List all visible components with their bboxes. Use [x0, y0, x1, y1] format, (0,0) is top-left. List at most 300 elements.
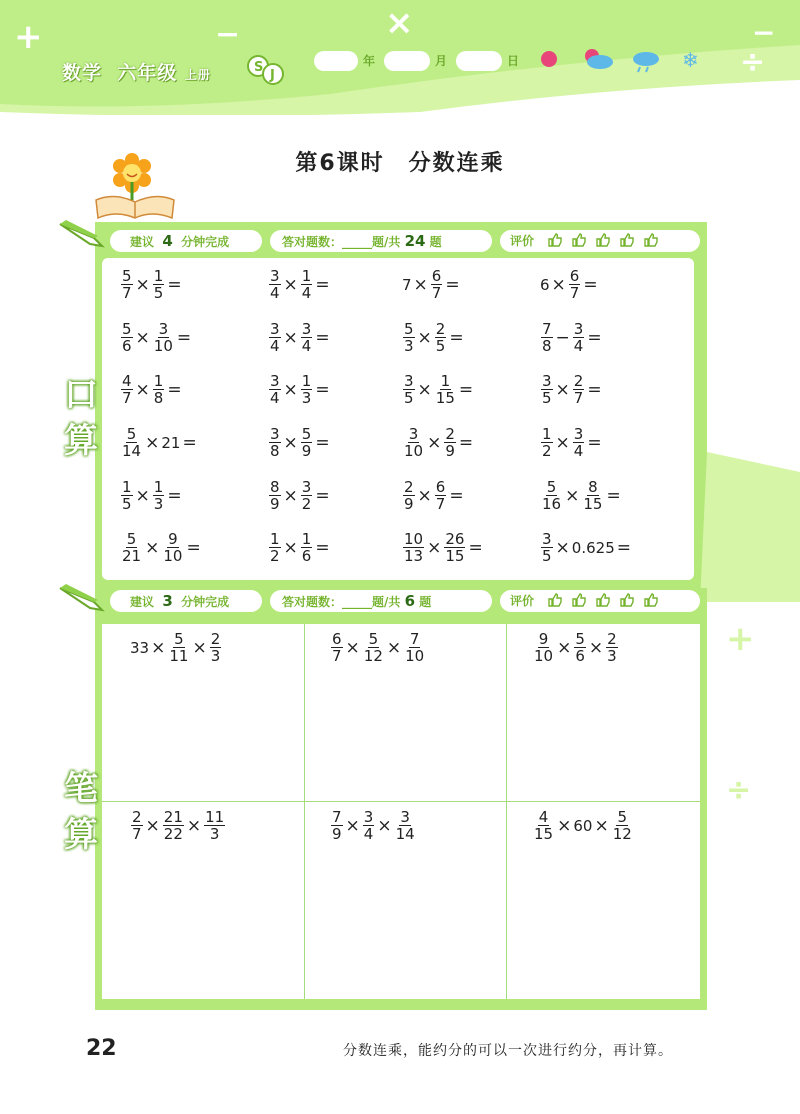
- operator: =: [167, 485, 182, 506]
- denominator: 4: [301, 337, 312, 355]
- operator: ×: [283, 327, 298, 348]
- integer: 33: [130, 638, 150, 657]
- numerator: 6: [431, 267, 442, 285]
- denominator: 4: [573, 442, 584, 460]
- footer-tip: 分数连乘，能约分的可以一次进行约分，再计算。: [343, 1043, 673, 1059]
- oral-answer-pill: 答对题数：_____题/共 24 题: [270, 230, 492, 252]
- operator: =: [468, 537, 483, 558]
- operator: ×: [417, 485, 432, 506]
- denominator: 9: [301, 442, 312, 460]
- fraction: [403, 531, 424, 564]
- operator: =: [458, 379, 474, 400]
- operator: =: [315, 379, 330, 400]
- numerator: 4: [122, 372, 132, 390]
- operator: =: [176, 327, 192, 348]
- numerator: 11: [205, 808, 225, 826]
- fraction: [269, 373, 281, 406]
- fraction: [301, 268, 313, 301]
- denominator: 8: [542, 337, 552, 355]
- thumb-icon[interactable]: [596, 592, 610, 606]
- denominator: 3: [210, 647, 221, 665]
- numerator: 5: [575, 630, 585, 648]
- numerator: 2: [404, 478, 414, 496]
- fraction: [301, 426, 313, 459]
- written-answer-total: 6: [404, 592, 416, 610]
- written-side-label: [57, 766, 105, 858]
- operator: =: [445, 274, 460, 295]
- operator: ×: [417, 327, 432, 348]
- denominator: 2: [301, 495, 312, 513]
- math-symbols-decor: [720, 620, 760, 810]
- numerator: 7: [332, 808, 342, 826]
- operator: =: [315, 432, 330, 453]
- operator: ×: [283, 274, 298, 295]
- math-expression: [540, 426, 604, 459]
- fraction: [153, 268, 165, 301]
- denominator: 5: [542, 389, 552, 407]
- operator: ×: [557, 637, 572, 658]
- operator: ×: [145, 815, 160, 836]
- fraction: [121, 531, 142, 564]
- numerator: 3: [270, 267, 280, 285]
- svg-text:×: ×: [385, 3, 414, 43]
- oral-answer-total: 24: [404, 232, 426, 250]
- fraction: [435, 479, 447, 512]
- denominator: 10: [163, 547, 183, 565]
- operator: ×: [594, 815, 609, 836]
- svg-text:−: −: [215, 17, 241, 52]
- denominator: 4: [363, 825, 374, 843]
- operator: =: [315, 327, 330, 348]
- denominator: 3: [404, 337, 414, 355]
- fraction: [606, 631, 618, 664]
- thumb-icon[interactable]: [572, 232, 586, 246]
- operator: =: [587, 327, 602, 348]
- fraction: [403, 479, 415, 512]
- pencil-icon: [58, 218, 106, 248]
- fraction: [573, 426, 585, 459]
- fraction: [204, 809, 225, 842]
- operator: =: [587, 379, 602, 400]
- numerator: 1: [301, 530, 312, 548]
- denominator: 5: [542, 547, 552, 565]
- thumb-icon[interactable]: [548, 592, 562, 606]
- written-rating-pill: 评价: [500, 590, 700, 612]
- math-expression: [330, 809, 417, 842]
- numerator: 3: [573, 425, 584, 443]
- operator: =: [315, 485, 330, 506]
- operator: =: [315, 274, 330, 295]
- thumb-icon[interactable]: [596, 232, 610, 246]
- numerator: 3: [270, 320, 280, 338]
- numerator: 3: [158, 320, 169, 338]
- numerator: 26: [445, 530, 465, 548]
- math-expression: [402, 268, 462, 301]
- fraction: [301, 531, 313, 564]
- svg-text:−: −: [752, 16, 776, 49]
- day-label: 日: [507, 54, 520, 68]
- denominator: 9: [270, 495, 280, 513]
- side-char: 笔: [64, 769, 98, 809]
- operator: ×: [413, 274, 428, 295]
- partly-cloudy-icon: [585, 49, 613, 69]
- numerator: 5: [174, 630, 184, 648]
- fraction: [121, 268, 133, 301]
- numerator: 3: [404, 372, 414, 390]
- written-info-bar: [110, 590, 700, 612]
- thumb-icon[interactable]: [548, 232, 562, 246]
- fraction: [541, 321, 553, 354]
- fraction: [331, 631, 343, 664]
- operator: ×: [551, 274, 566, 295]
- numerator: 1: [153, 267, 164, 285]
- math-expression: [120, 426, 199, 459]
- operator: =: [315, 537, 330, 558]
- operator: =: [458, 432, 474, 453]
- denominator: 15: [435, 389, 455, 407]
- denominator: 4: [270, 389, 280, 407]
- denominator: 14: [122, 442, 142, 460]
- operator: ×: [345, 637, 360, 658]
- numerator: 7: [409, 630, 420, 648]
- numerator: 2: [445, 425, 455, 443]
- side-char: 算: [64, 421, 98, 461]
- numerator: 5: [368, 630, 379, 648]
- fraction: [573, 321, 585, 354]
- denominator: 9: [445, 442, 455, 460]
- denominator: 12: [363, 647, 383, 665]
- day-field[interactable]: [456, 51, 502, 71]
- denominator: 21: [122, 547, 142, 565]
- fraction: [435, 321, 447, 354]
- integer: 6: [540, 275, 550, 294]
- written-answer-blank[interactable]: _____: [342, 595, 373, 609]
- denominator: 11: [169, 647, 189, 665]
- numerator: 5: [617, 808, 627, 826]
- year-field[interactable]: [314, 51, 358, 71]
- denominator: 7: [573, 389, 584, 407]
- operator: =: [182, 432, 197, 453]
- fraction: [435, 373, 456, 406]
- denominator: 7: [122, 389, 132, 407]
- fraction: [582, 479, 603, 512]
- fraction: [573, 373, 585, 406]
- denominator: 3: [153, 495, 164, 513]
- written-suggest-minutes: 3: [162, 592, 173, 610]
- fraction: [403, 373, 415, 406]
- denominator: 4: [301, 284, 312, 302]
- fraction: [541, 426, 553, 459]
- math-expression: [120, 531, 203, 564]
- numerator: 5: [126, 530, 137, 548]
- math-expression: [120, 268, 184, 301]
- numerator: 3: [408, 425, 419, 443]
- numerator: 5: [404, 320, 414, 338]
- oral-suggest-minutes: 4: [162, 232, 173, 250]
- fraction: [331, 809, 343, 842]
- fraction: [269, 321, 281, 354]
- operator: ×: [427, 432, 442, 453]
- numerator: 9: [538, 630, 549, 648]
- numerator: 21: [163, 808, 183, 826]
- fraction: [163, 809, 184, 842]
- operator: ×: [345, 815, 360, 836]
- operator: ×: [145, 537, 160, 558]
- operator: ×: [588, 637, 604, 658]
- numerator: 6: [332, 630, 342, 648]
- fraction: [533, 809, 554, 842]
- thumb-icon[interactable]: [572, 592, 586, 606]
- denominator: 10: [404, 442, 424, 460]
- numerator: 10: [404, 530, 424, 548]
- svg-text:+: +: [726, 620, 755, 659]
- fraction: [404, 631, 425, 664]
- fraction: [403, 426, 424, 459]
- fraction: [121, 479, 133, 512]
- fraction: [569, 268, 581, 301]
- numerator: 3: [542, 372, 552, 390]
- pencil-icon: [58, 582, 106, 612]
- fraction: [301, 479, 313, 512]
- integer: 0.625: [571, 538, 615, 557]
- math-expression: [540, 373, 604, 406]
- numerator: 3: [301, 478, 312, 496]
- fraction: [612, 809, 633, 842]
- numerator: 7: [542, 320, 552, 338]
- fraction: [444, 531, 465, 564]
- subject-label: 数学: [62, 62, 103, 84]
- denominator: 2: [270, 547, 280, 565]
- numerator: 1: [153, 372, 164, 390]
- math-expression: [120, 321, 193, 354]
- row-divider: [102, 801, 700, 802]
- math-expression: [268, 479, 332, 512]
- numerator: 3: [270, 372, 280, 390]
- math-expression: [540, 268, 600, 301]
- oral-side-label: [57, 372, 105, 464]
- svg-text:÷: ÷: [726, 773, 752, 808]
- numerator: 2: [210, 630, 221, 648]
- header-title: [62, 58, 211, 85]
- fraction: [574, 631, 586, 664]
- operator: ×: [377, 815, 392, 836]
- column-divider: [506, 624, 507, 999]
- year-label: 年: [363, 54, 376, 68]
- numerator: 5: [122, 320, 132, 338]
- numerator: 3: [400, 808, 410, 826]
- fraction: [444, 426, 456, 459]
- fraction: [269, 479, 281, 512]
- denominator: 7: [431, 284, 442, 302]
- operator: =: [449, 485, 464, 506]
- integer: 60: [573, 816, 593, 835]
- fraction: [153, 373, 165, 406]
- rain-icon: [633, 52, 659, 72]
- denominator: 16: [542, 495, 562, 513]
- operator: ×: [565, 485, 580, 506]
- page-corner-shade: [700, 222, 800, 602]
- numerator: 5: [301, 425, 312, 443]
- oral-rating-pill: 评价: [500, 230, 700, 252]
- fraction: [121, 426, 142, 459]
- math-expression: [130, 631, 222, 664]
- math-expression: [330, 631, 426, 664]
- oral-info-bar: [110, 230, 700, 252]
- denominator: 15: [534, 825, 554, 843]
- numerator: 3: [363, 808, 374, 826]
- numerator: 1: [153, 478, 164, 496]
- operator: ×: [186, 815, 202, 836]
- operator: =: [583, 274, 598, 295]
- operator: =: [167, 274, 182, 295]
- fraction: [301, 321, 313, 354]
- numerator: 2: [435, 320, 446, 338]
- operator: =: [616, 537, 631, 558]
- operator: ×: [135, 274, 150, 295]
- math-expression: [268, 531, 332, 564]
- fraction: [121, 321, 133, 354]
- numerator: 1: [542, 425, 552, 443]
- denominator: 4: [573, 337, 584, 355]
- thumb-icon[interactable]: [644, 592, 658, 606]
- operator: ×: [283, 432, 298, 453]
- denominator: 4: [270, 337, 280, 355]
- operator: ×: [555, 432, 570, 453]
- denominator: 7: [122, 284, 132, 302]
- fraction: [363, 809, 375, 842]
- numerator: 6: [435, 478, 446, 496]
- operator: =: [186, 537, 201, 558]
- numerator: 5: [122, 267, 132, 285]
- written-suggest-pill: 建议 3 分钟完成: [110, 590, 262, 612]
- numerator: 5: [126, 425, 137, 443]
- denominator: 8: [153, 389, 164, 407]
- operator: ×: [555, 379, 570, 400]
- numerator: 3: [301, 320, 312, 338]
- fraction: [168, 631, 189, 664]
- svg-text:+: +: [14, 17, 43, 57]
- fraction: [541, 531, 553, 564]
- math-expression: [268, 321, 332, 354]
- denominator: 6: [575, 647, 585, 665]
- math-expression: [540, 321, 604, 354]
- denominator: 9: [332, 825, 342, 843]
- numerator: 3: [542, 530, 552, 548]
- month-field[interactable]: [384, 51, 430, 71]
- denominator: 3: [209, 825, 220, 843]
- math-expression: [268, 373, 332, 406]
- math-expression: [540, 531, 633, 564]
- denominator: 10: [405, 647, 425, 665]
- oral-answer-blank[interactable]: _____: [342, 235, 373, 249]
- denominator: 2: [542, 442, 552, 460]
- denominator: 6: [122, 337, 132, 355]
- fraction: [541, 373, 553, 406]
- numerator: 1: [301, 372, 312, 390]
- weather-icons: [538, 46, 708, 76]
- volume-label: 上册: [184, 68, 211, 82]
- denominator: 3: [607, 647, 617, 665]
- written-answer-pill: 答对题数：_____题/共 6 题: [270, 590, 492, 612]
- denominator: 15: [445, 547, 465, 565]
- fraction: [162, 531, 183, 564]
- denominator: 5: [404, 389, 414, 407]
- denominator: 5: [122, 495, 132, 513]
- denominator: 3: [301, 389, 312, 407]
- math-expression: [532, 631, 619, 664]
- thumb-icon[interactable]: [620, 592, 634, 606]
- numerator: 2: [132, 808, 142, 826]
- thumb-icon[interactable]: [644, 232, 658, 246]
- denominator: 10: [153, 337, 173, 355]
- numerator: 2: [607, 630, 617, 648]
- fraction: [269, 531, 281, 564]
- operator: ×: [192, 637, 207, 658]
- numerator: 6: [569, 267, 580, 285]
- numerator: 1: [301, 267, 312, 285]
- math-expression: [268, 426, 332, 459]
- operator: ×: [135, 327, 150, 348]
- page-number: 22: [86, 1036, 117, 1061]
- operator: ×: [135, 379, 150, 400]
- integer: 21: [161, 433, 181, 452]
- operator: ×: [135, 485, 150, 506]
- operator: =: [167, 379, 182, 400]
- operator: =: [587, 432, 602, 453]
- numerator: 1: [270, 530, 280, 548]
- denominator: 5: [435, 337, 446, 355]
- denominator: 7: [132, 825, 142, 843]
- denominator: 8: [270, 442, 280, 460]
- svg-text:÷: ÷: [740, 45, 766, 80]
- svg-text:❄: ❄: [682, 48, 699, 72]
- column-divider: [304, 624, 305, 999]
- numerator: 8: [270, 478, 280, 496]
- math-expression: [402, 479, 466, 512]
- svg-text:S: S: [254, 60, 264, 75]
- fraction: [153, 479, 165, 512]
- numerator: 3: [573, 320, 584, 338]
- numerator: 3: [270, 425, 280, 443]
- denominator: 15: [583, 495, 603, 513]
- math-expression: [532, 809, 634, 842]
- snow-icon: [682, 48, 699, 72]
- fraction: [153, 321, 174, 354]
- svg-text:J: J: [270, 68, 275, 83]
- denominator: 12: [612, 825, 632, 843]
- denominator: 9: [404, 495, 414, 513]
- fraction: [533, 631, 554, 664]
- operator: ×: [283, 537, 298, 558]
- grade-label: 六年级: [117, 62, 178, 84]
- fraction: [210, 631, 222, 664]
- math-expression: [402, 373, 475, 406]
- operator: ×: [145, 432, 160, 453]
- math-expression: [540, 479, 623, 512]
- denominator: 4: [270, 284, 280, 302]
- month-label: 月: [435, 54, 448, 68]
- numerator: 5: [546, 478, 557, 496]
- fraction: [431, 268, 443, 301]
- denominator: 7: [435, 495, 446, 513]
- operator: ×: [151, 637, 166, 658]
- math-expression: [268, 268, 332, 301]
- lesson-title: 第6课时 分数连乘: [295, 151, 505, 176]
- numerator: 4: [538, 808, 549, 826]
- operator: ×: [417, 379, 432, 400]
- math-expression: [120, 373, 184, 406]
- thumb-icon[interactable]: [620, 232, 634, 246]
